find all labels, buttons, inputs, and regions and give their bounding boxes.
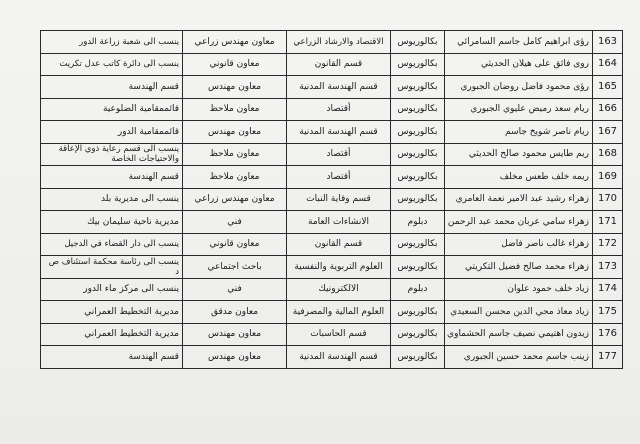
- specialty-cell: قسم وقاية النبات: [287, 188, 391, 211]
- employee-name-cell: زياد معاذ محي الدين محسن السعيدي: [445, 301, 593, 324]
- degree-cell: بكالوريوس: [391, 31, 445, 54]
- job-title-cell: معاون ملاحظ: [183, 166, 287, 189]
- job-title-cell: معاون ملاحظ: [183, 98, 287, 121]
- degree-cell: بكالوريوس: [391, 98, 445, 121]
- specialty-cell: العلوم المالية والمصرفية: [287, 301, 391, 324]
- row-number-cell: 166: [593, 98, 623, 121]
- assignment-cell: قسم الهندسة: [41, 166, 183, 189]
- employee-name-cell: زياد خلف حمود علوان: [445, 278, 593, 301]
- job-title-cell: معاون قانوني: [183, 233, 287, 256]
- assignment-cell: ينسب الى قسم رعاية ذوي الإعاقة والاحتياجات الخاصة: [41, 143, 183, 166]
- row-number-cell: 164: [593, 53, 623, 76]
- degree-cell: بكالوريوس: [391, 346, 445, 369]
- employee-roster-table: [40, 30, 623, 369]
- row-number-cell: 171: [593, 211, 623, 234]
- job-title-cell: معاون مهندس: [183, 323, 287, 346]
- degree-cell: دبلوم: [391, 278, 445, 301]
- employee-name-cell: زيدون اهتيمي نصيف جاسم الحشماوي: [445, 323, 593, 346]
- specialty-cell: قسم القانون: [287, 53, 391, 76]
- job-title-cell: معاون قانوني: [183, 53, 287, 76]
- table-row: [41, 346, 623, 369]
- degree-cell: بكالوريوس: [391, 301, 445, 324]
- assignment-cell: مديرية ناحية سليمان بيك: [41, 211, 183, 234]
- row-number-cell: 170: [593, 188, 623, 211]
- row-number-cell: 174: [593, 278, 623, 301]
- degree-cell: بكالوريوس: [391, 53, 445, 76]
- specialty-cell: العلوم التربوية والنفسية: [287, 256, 391, 279]
- table-row: [41, 256, 623, 279]
- assignment-cell: قائممقامية الدور: [41, 121, 183, 144]
- job-title-cell: فني: [183, 211, 287, 234]
- row-number-cell: 175: [593, 301, 623, 324]
- degree-cell: بكالوريوس: [391, 76, 445, 99]
- table-row: [41, 143, 623, 166]
- row-number-cell: 165: [593, 76, 623, 99]
- table-row: [41, 323, 623, 346]
- table-row: [41, 301, 623, 324]
- specialty-cell: قسم الهندسة المدنية: [287, 346, 391, 369]
- employee-name-cell: زهراء محمد صالح فضيل التكريتي: [445, 256, 593, 279]
- job-title-cell: معاون مهندس: [183, 121, 287, 144]
- degree-cell: بكالوريوس: [391, 256, 445, 279]
- job-title-cell: معاون مهندس زراعي: [183, 188, 287, 211]
- table-row: [41, 211, 623, 234]
- employee-name-cell: زهراء سامي عربان محمد عبد الرحمن: [445, 211, 593, 234]
- specialty-cell: الالكترونيك: [287, 278, 391, 301]
- specialty-cell: قسم القانون: [287, 233, 391, 256]
- degree-cell: بكالوريوس: [391, 188, 445, 211]
- employee-name-cell: زهراء رشيد عبد الامير نعمة العامري: [445, 188, 593, 211]
- employee-name-cell: روى فائق على هيلان الحديثي: [445, 53, 593, 76]
- degree-cell: بكالوريوس: [391, 233, 445, 256]
- job-title-cell: باحث اجتماعي: [183, 256, 287, 279]
- assignment-cell: ينسب الى شعبة زراعة الدور: [41, 31, 183, 54]
- employee-name-cell: زهراء غالب ناصر فاضل: [445, 233, 593, 256]
- row-number-cell: 168: [593, 143, 623, 166]
- specialty-cell: قسم الهندسة المدنية: [287, 121, 391, 144]
- assignment-cell: ينسب الى مركز ماء الدور: [41, 278, 183, 301]
- employee-name-cell: رؤى محمود فاضل روضان الجبوري: [445, 76, 593, 99]
- specialty-cell: أقتصاد: [287, 166, 391, 189]
- row-number-cell: 176: [593, 323, 623, 346]
- degree-cell: بكالوريوس: [391, 143, 445, 166]
- job-title-cell: فني: [183, 278, 287, 301]
- row-number-cell: 169: [593, 166, 623, 189]
- table-row: [41, 98, 623, 121]
- row-number-cell: 177: [593, 346, 623, 369]
- row-number-cell: 163: [593, 31, 623, 54]
- job-title-cell: معاون مهندس: [183, 346, 287, 369]
- degree-cell: بكالوريوس: [391, 121, 445, 144]
- job-title-cell: معاون مهندس زراعي: [183, 31, 287, 54]
- employee-name-cell: ريم طايس محمود صالح الحديثي: [445, 143, 593, 166]
- specialty-cell: قسم الهندسة المدنية: [287, 76, 391, 99]
- employee-name-cell: ريام سعد رميض عليوي الجبوري: [445, 98, 593, 121]
- specialty-cell: الاقتصاد والارشاد الزراعي: [287, 31, 391, 54]
- specialty-cell: الانشاءات العامة: [287, 211, 391, 234]
- assignment-cell: قائممقامية الضلوعية: [41, 98, 183, 121]
- assignment-cell: ينسب الى دار القضاء في الدجيل: [41, 233, 183, 256]
- job-title-cell: معاون ملاحظ: [183, 143, 287, 166]
- table-row: [41, 53, 623, 76]
- assignment-cell: ينسب الى مديرية بلد: [41, 188, 183, 211]
- assignment-cell: ينسب الى دائرة كاتب عدل تكريت: [41, 53, 183, 76]
- degree-cell: بكالوريوس: [391, 323, 445, 346]
- table-row: [41, 76, 623, 99]
- row-number-cell: 172: [593, 233, 623, 256]
- specialty-cell: أقتصاد: [287, 143, 391, 166]
- assignment-cell: مديرية التخطيط العمراني: [41, 323, 183, 346]
- row-number-cell: 167: [593, 121, 623, 144]
- specialty-cell: قسم الحاسبات: [287, 323, 391, 346]
- employee-name-cell: رؤى ابراهيم كامل جاسم السامرائي: [445, 31, 593, 54]
- employee-name-cell: ريمه خلف طعس مخلف: [445, 166, 593, 189]
- job-title-cell: معاون مهندس: [183, 76, 287, 99]
- job-title-cell: معاون مدقق: [183, 301, 287, 324]
- table-row: [41, 166, 623, 189]
- table-row: [41, 121, 623, 144]
- specialty-cell: أقتصاد: [287, 98, 391, 121]
- table-row: [41, 233, 623, 256]
- assignment-cell: قسم الهندسة: [41, 346, 183, 369]
- employee-name-cell: زينب جاسم محمد حسين الجبوري: [445, 346, 593, 369]
- degree-cell: دبلوم: [391, 211, 445, 234]
- assignment-cell: ينسب الى رئاسة محكمة استئناف ص د: [41, 256, 183, 279]
- roster-body: [41, 31, 623, 369]
- assignment-cell: مديرية التخطيط العمراني: [41, 301, 183, 324]
- employee-name-cell: ريام ناصر شويخ جاسم: [445, 121, 593, 144]
- assignment-cell: قسم الهندسة: [41, 76, 183, 99]
- table-row: [41, 278, 623, 301]
- row-number-cell: 173: [593, 256, 623, 279]
- table-row: [41, 31, 623, 54]
- degree-cell: بكالوريوس: [391, 166, 445, 189]
- table-row: [41, 188, 623, 211]
